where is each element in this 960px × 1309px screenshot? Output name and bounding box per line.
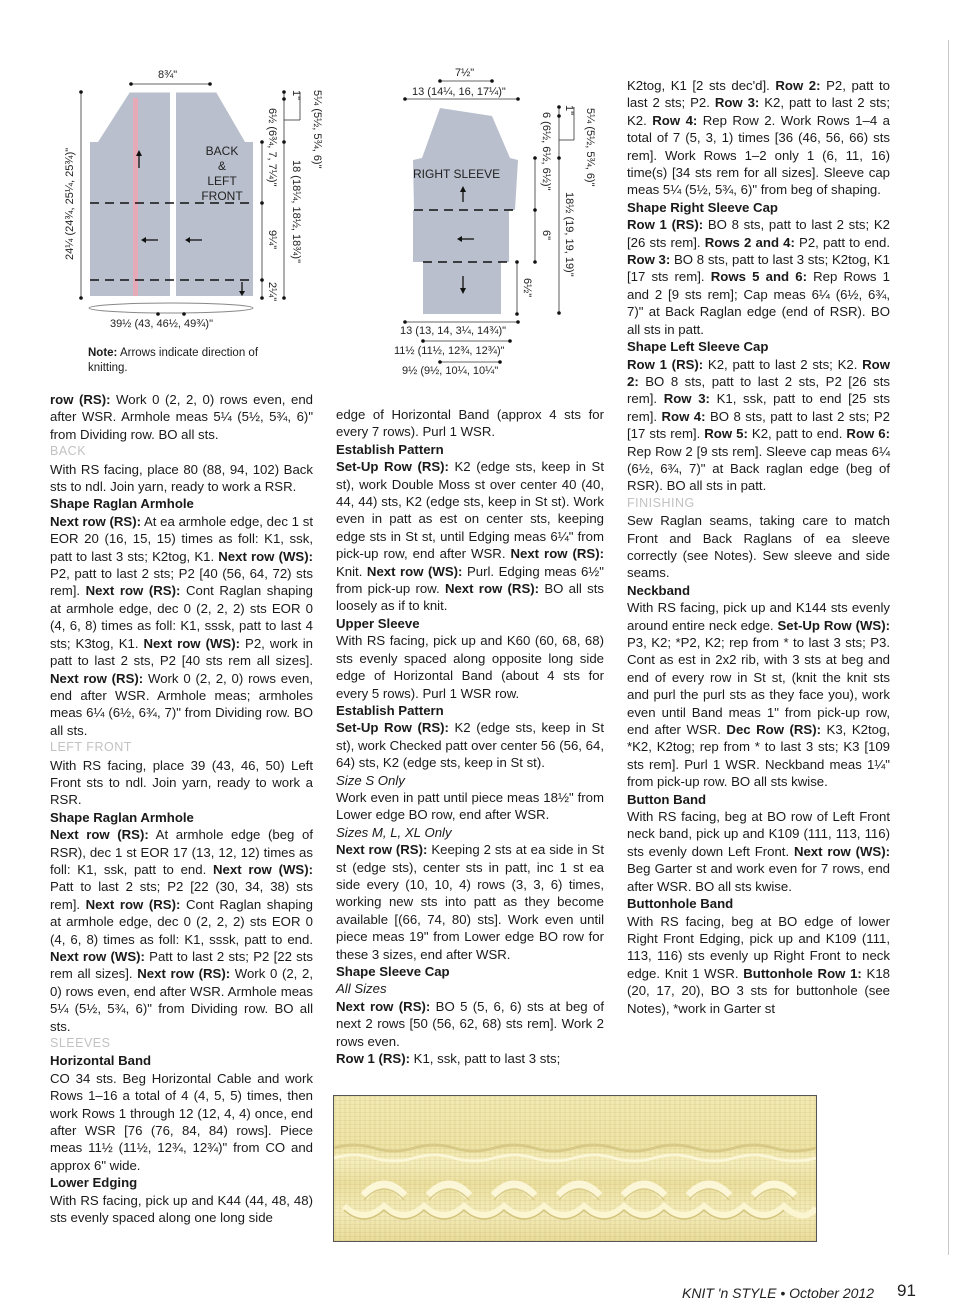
- instruction-label: Row 1 (RS):: [627, 217, 704, 233]
- instruction-text: P2, patt to last 2 sts; P2 [40 (56, 64, 72) sts rem].: [50, 566, 313, 599]
- subheading: Shape Right Sleeve Cap: [627, 199, 778, 215]
- paragraph: [50, 826, 313, 1035]
- instruction-label: Next row (RS):: [85, 583, 181, 599]
- dim-sleeve-6half: 6½": [521, 278, 533, 298]
- dim-sleeve-6: 6": [540, 230, 552, 241]
- paragraph: With RS facing, place 39 (43, 46, 50) Left Front sts to ndl. Join yarn, ready to work a RSR.: [50, 757, 313, 808]
- subheading: Horizontal Band: [50, 1053, 152, 1069]
- instruction-text: Patt to last 2 sts; P2 [22 sts rem all sizes].: [50, 949, 314, 982]
- instruction-text: Knit.: [336, 563, 367, 579]
- dim-sleeve-cap: 6 (6½, 6½, 6½)": [540, 112, 552, 191]
- subheading: Neckband: [627, 582, 691, 598]
- subheading: Shape Left Sleeve Cap: [627, 339, 769, 355]
- instruction-label: Row 4:: [661, 408, 706, 424]
- dim-sleeve-length: 18½ (19, 19, 19)": [563, 192, 575, 277]
- instruction-text: Patt to last 2 sts; P2 [22 (30, 34, 38) sts rem].: [50, 879, 313, 912]
- dim-sleeve-top: 7½": [455, 67, 475, 79]
- instruction-label: Next row (WS):: [366, 563, 463, 579]
- back-label: [192, 144, 252, 204]
- instruction-text: Work 0 (2, 2, 0) rows even, end after WSR. Armhole meas 5¼ (5½, 5¾, 6)" from Dividing row. BO all sts.: [50, 392, 313, 442]
- page-number: 91: [897, 1281, 916, 1300]
- instruction-text: P2, patt to end.: [794, 234, 890, 250]
- paragraph: [50, 513, 313, 739]
- back-left-panel: [90, 92, 170, 296]
- dim-sleeve-bottom-3: 9½ (9½, 10¼, 10¼": [402, 365, 499, 377]
- back-left-front-schematic: [40, 50, 340, 350]
- instruction-text: With RS facing, beg at BO edge of lower Right Front Edging, pick up and K109 (111, 113, 116) sts evenly up Right Front to neck edge. Knit 1 WSR.: [627, 913, 890, 981]
- instruction-text: K2tog, K1 [2 sts dec'd].: [627, 78, 776, 93]
- instruction-label: Rows 5 and 6:: [710, 269, 807, 285]
- instruction-label: Next row (RS):: [336, 842, 428, 858]
- instruction-label: Next row (WS):: [213, 861, 313, 877]
- instruction-label: Next row (RS):: [444, 581, 540, 597]
- instruction-label: Rows 2 and 4:: [704, 234, 795, 250]
- instruction-label: Next row (RS):: [50, 827, 149, 843]
- instruction-text: Keeping 2 sts at ea side in St st (edge sts), center sts in patt, inc 1 st ea side every (10, 10, 4) rows (3, 3, 6) times, working new sts into patt as they become available [(66, 74, 80) sts]. Work even until piece meas 19" from Lower edge BO row for these 3 sizes, end after WSR.: [336, 842, 604, 962]
- dim-edging: 2¼": [266, 282, 278, 302]
- instruction-text: K2 (edge sts, keep in St st), work Double Moss st over center 40 (40, 44, 44) sts, K2 (edge sts, keep in St st). Work even in patt as est on center sts, keeping edge sts in St st, until Edging meas 6¼" from pick-up row, end after WSR.: [336, 459, 604, 562]
- instruction-text: BO 8 sts, patt to last 2 sts; P2 [17 sts rem].: [627, 408, 891, 442]
- instruction-label: Next row (RS):: [137, 966, 231, 982]
- paragraph: [336, 719, 604, 771]
- paragraph: [627, 216, 890, 338]
- instruction-label: Row 2:: [627, 356, 890, 389]
- instruction-label: row (RS):: [50, 392, 111, 407]
- dim-sleeve-bottom-1: 13 (13, 14, 3¼, 14¾)": [400, 325, 507, 337]
- size-note: All Sizes: [336, 981, 387, 997]
- instruction-label: Buttonhole Row 1:: [743, 965, 862, 981]
- subheading: Button Band: [627, 791, 707, 807]
- size-note: Size S Only: [336, 772, 405, 788]
- subheading: Lower Edging: [50, 1175, 138, 1191]
- dim-sleeve-top-width: 13 (14¼, 16, 17¼)": [412, 86, 506, 98]
- paragraph: [336, 458, 604, 615]
- instruction-text: BO 5 (5, 6, 6) sts at beg of next 2 rows [50 (56, 62, 68) sts rem]. Work 2 rows even.: [336, 998, 605, 1049]
- text-column-3: [627, 77, 890, 1017]
- subheading: Upper Sleeve: [336, 615, 420, 631]
- instruction-text: Rep Row 2 [9 sts rem]. Sleeve cap meas 6¼ (6½, 6¾, 7)" at Back raglan edge (beg of RSR). BO all sts in patt.: [627, 443, 890, 494]
- paragraph: [336, 1050, 604, 1067]
- paragraph: [336, 998, 604, 1050]
- section-heading-finishing: FINISHING: [627, 495, 695, 510]
- dim-sleeve-yoke: 5¼ (5½, 5¾, 6)": [584, 108, 596, 187]
- instruction-label: Next row (RS):: [50, 513, 141, 529]
- instruction-text: Work 0 (2, 2, 0) rows even, end after WSR. Armhole meas 5¼ (5½, 5¾, 6)" from Dividing row. BO all sts.: [50, 966, 313, 1034]
- instruction-label: Next row (WS):: [793, 843, 890, 859]
- instruction-text: BO 8 sts, patt to last 3 sts; K2tog, K1 [17 sts rem].: [627, 252, 890, 285]
- paragraph: CO 34 sts. Beg Horizontal Cable and work Rows 1–16 a total of 4 (4, 5, 5) times, then work Rows 1 through 12 (12, 4, 4) once, end after WSR [76 (76, 84, 84) rows]. Piece meas 11½ (11½, 12¾, 12¾)" from CO and approx 6" wide.: [50, 1070, 313, 1173]
- instruction-label: Row 5:: [704, 426, 748, 442]
- dim-side-length: 18 (18¼, 18½, 18¾)": [290, 160, 302, 263]
- instruction-label: Row 3:: [627, 252, 671, 268]
- instruction-text: K2, patt to last 2 sts; K2.: [627, 95, 890, 128]
- instruction-label: Set-Up Row (WS):: [777, 617, 890, 633]
- paragraph: Work even in patt until piece meas 18½" from Lower edge BO row, end after WSR.: [336, 789, 604, 823]
- cable-swatch-photo: [333, 1095, 817, 1242]
- sleeve-cap-section: [413, 108, 518, 210]
- schematic-note: [88, 346, 278, 376]
- dim-neck-width: 8¾": [158, 69, 178, 81]
- instruction-text: BO all sts loosely as if to knit.: [336, 581, 604, 614]
- instruction-label: Row 1 (RS):: [627, 356, 704, 372]
- instruction-label: Row 3:: [714, 95, 760, 111]
- dim-total-length: 24¼ (24¾, 25¼, 25¾)": [64, 147, 76, 260]
- dim-sleeve-bottom-2: 11½ (11½, 12¾, 12¾)": [394, 345, 505, 357]
- subheading: Buttonhole Band: [627, 896, 734, 912]
- instruction-label: Row 3:: [663, 391, 710, 407]
- dim-yoke: 5¼ (5½, 5¾, 6)": [311, 90, 323, 169]
- instruction-text: K2, patt to last 2 sts; K2.: [703, 356, 863, 372]
- instruction-label: Next row (WS):: [50, 949, 145, 964]
- right-sleeve-schematic: [340, 50, 620, 380]
- section-heading-sleeves: SLEEVES: [50, 1036, 111, 1051]
- paragraph: With RS facing, pick up and K60 (60, 68, 68) sts evenly spaced along opposite long side edge of Horizontal Band (about 4 sts for every 5 rows). Purl 1 WSR row.: [336, 633, 604, 701]
- note-text: Arrows indicate direction of knitting.: [88, 347, 259, 374]
- instruction-label: Row 2:: [775, 78, 821, 93]
- size-note: Sizes M, L, XL Only: [336, 824, 452, 840]
- instruction-text: P2, work in patt to last 2 sts, P2 [40 sts rem all sizes].: [50, 635, 313, 669]
- back-label-line: LEFT: [207, 174, 237, 188]
- instruction-text: With RS facing, beg at BO row of Left Front neck band, pick up and K109 (111, 113, 116) sts evenly down Left Front.: [627, 809, 890, 859]
- dim-armhole-depth: 6½ (6¾, 7, 7¼)": [266, 108, 278, 187]
- paragraph: [627, 356, 890, 495]
- instruction-label: Row 1 (RS):: [336, 1051, 410, 1067]
- back-label-line: FRONT: [201, 189, 243, 203]
- back-label-line: &: [217, 159, 226, 173]
- sleeve-label: RIGHT SLEEVE: [413, 167, 501, 181]
- instruction-label: Next row (RS):: [50, 670, 144, 686]
- paragraph: [627, 599, 890, 790]
- instruction-text: P3, K2; *P2, K2; rep from * to last 3 sts; P3. Cont as est in 2x2 rib, with 3 sts at beg and end of every row in St st, (knit the knit sts and purl the purl sts as they face you), work even until Band meas 1" from pick-up row, end after WSR.: [627, 635, 890, 738]
- instruction-label: Next row (RS):: [510, 546, 604, 562]
- instruction-text: BO 8 sts, patt to last 2 sts, P2 [26 sts rem].: [627, 373, 890, 407]
- paragraph: [627, 913, 890, 1017]
- instruction-label: Set-Up Row (RS):: [336, 459, 449, 475]
- instruction-text: K1, ssk, patt to last 3 sts;: [410, 1051, 561, 1067]
- instruction-text: At armhole edge (beg of RSR), dec 1 st EOR 17 (13, 12, 12) times as foll: K1, ssk, patt to end.: [50, 827, 313, 877]
- paragraph: With RS facing, pick up and K44 (44, 48, 48) sts evenly spaced along one long side: [50, 1192, 313, 1226]
- dim-bottom-width: 39½ (43, 46½, 49¾)": [110, 318, 213, 330]
- subheading: Shape Raglan Armhole: [50, 809, 194, 825]
- pink-stripe: [133, 98, 138, 296]
- paragraph: edge of Horizontal Band (approx 4 sts for every 7 rows). Purl 1 WSR.: [336, 407, 604, 440]
- text-column-2: [336, 406, 604, 1067]
- instruction-text: K1, ssk, patt to end [25 sts rem].: [627, 391, 890, 424]
- back-label-line: BACK: [205, 144, 239, 158]
- dim-neck-drop: 1": [290, 90, 302, 101]
- paragraph: [627, 77, 890, 199]
- instruction-label: Next row (WS):: [143, 635, 241, 651]
- instruction-label: Set-Up Row (RS):: [336, 720, 449, 736]
- instruction-text: BO 8 sts, patt to last 2 sts; K2 [26 sts rem].: [627, 217, 890, 250]
- instruction-text: K2 (edge sts, keep in St st), work Checked patt over center 56 (56, 64, 64) sts, K2 (edge sts, keep in St st).: [336, 720, 604, 771]
- subheading: Shape Raglan Armhole: [50, 496, 194, 512]
- subheading: Establish Pattern: [336, 702, 444, 718]
- instruction-text: At ea armhole edge, dec 1 st EOR 20 (16, 15, 15) times as foll: K1, ssk, patt to last 3 sts; K2tog, K1.: [50, 513, 313, 564]
- paragraph: Sew Raglan seams, taking care to match Front and Back Raglans of ea sleeve correctly (see Notes). Sew sleeve and side seams.: [627, 513, 890, 581]
- text-column-1: [50, 391, 313, 1227]
- subheading: Shape Sleeve Cap: [336, 964, 450, 979]
- paragraph: [627, 808, 890, 895]
- instruction-label: Row 4:: [652, 112, 698, 128]
- dim-sleeve-1: 1": [563, 105, 575, 116]
- instruction-text: Cont Raglan shaping at armhole edge, dec 0 (2, 2, 2) sts EOR 0 (4, 6, 8) times as foll: K1, sssk, patt to end.: [50, 896, 313, 947]
- magazine-footer: KNIT 'n STYLE • October 2012: [682, 1285, 874, 1301]
- section-heading-left-front: LEFT FRONT: [50, 740, 132, 755]
- instruction-label: Row 6:: [846, 426, 891, 442]
- instruction-text: K2, patt to end.: [747, 426, 847, 442]
- instruction-label: Dec Row (RS):: [726, 722, 822, 738]
- paragraph: With RS facing, place 80 (88, 94, 102) Back sts to ndl. Join yarn, ready to work a RSR.: [50, 461, 313, 495]
- instruction-text: Cont Raglan shaping at armhole edge, dec 0 (2, 2, 2) sts EOR 0 (4, 6, 8) times as foll: K1, sssk, patt to last 4 sts; K3tog, K1.: [50, 583, 313, 651]
- paragraph: [336, 841, 604, 963]
- section-heading-back: BACK: [50, 444, 87, 459]
- instruction-text: Work 0 (2, 2, 0) rows even, end after WSR. Armhole meas; armholes meas 6¼ (6½, 6¾, 7)" from Dividing row. BO all sts.: [50, 670, 313, 738]
- instruction-text: K3, K2tog, *K2, K2tog; rep from * to last 3 sts; K3 [109 sts rem]. Purl 1 WSR. Neckband meas 1¼" from pick-up row. BO all sts kwise.: [627, 722, 890, 790]
- subheading: Establish Pattern: [336, 441, 444, 457]
- instruction-text: Rep Row 2. Work Rows 1–4 a total of 7 (5, 3, 1) times [36 (46, 56, 66) sts rem]. Work Rows 1–2 only 1 (6, 11, 16) time(s) [34 sts rem for all sizes]. Sleeve cap meas 5¼ (5½, 5¾, 6)" from beg of shaping.: [627, 112, 890, 198]
- instruction-text: With RS facing, pick up and K144 sts evenly around entire neck edge.: [627, 600, 890, 633]
- sleeve-upper-section: [413, 210, 509, 262]
- instruction-label: Next row (RS):: [336, 998, 431, 1014]
- paragraph: [50, 391, 313, 443]
- instruction-text: Rep Rows 1 and 2 [9 sts rem]; Cap meas 6¼ (6½, 6¾, 7)" at Back Raglan edge (end of RSR). BO all sts in patt.: [627, 269, 891, 337]
- instruction-text: P2, patt to last 2 sts; P2.: [627, 78, 890, 111]
- instruction-text: Beg Garter st and work even for 7 rows, end after WSR. BO all sts kwise.: [627, 861, 890, 894]
- instruction-label: Next row (WS):: [218, 548, 313, 564]
- instruction-text: Purl. Edging meas 6½" from pick-up row.: [336, 563, 604, 597]
- note-label: Note:: [88, 347, 118, 359]
- dim-body-mid: 9¼": [266, 230, 278, 250]
- cable-pattern-drawing: [334, 1096, 816, 1241]
- instruction-text: K18 (20, 17, 20), BO 3 sts for buttonhole (see Notes), *work in Garter st: [627, 965, 890, 1016]
- instruction-label: Next row (RS):: [85, 896, 181, 912]
